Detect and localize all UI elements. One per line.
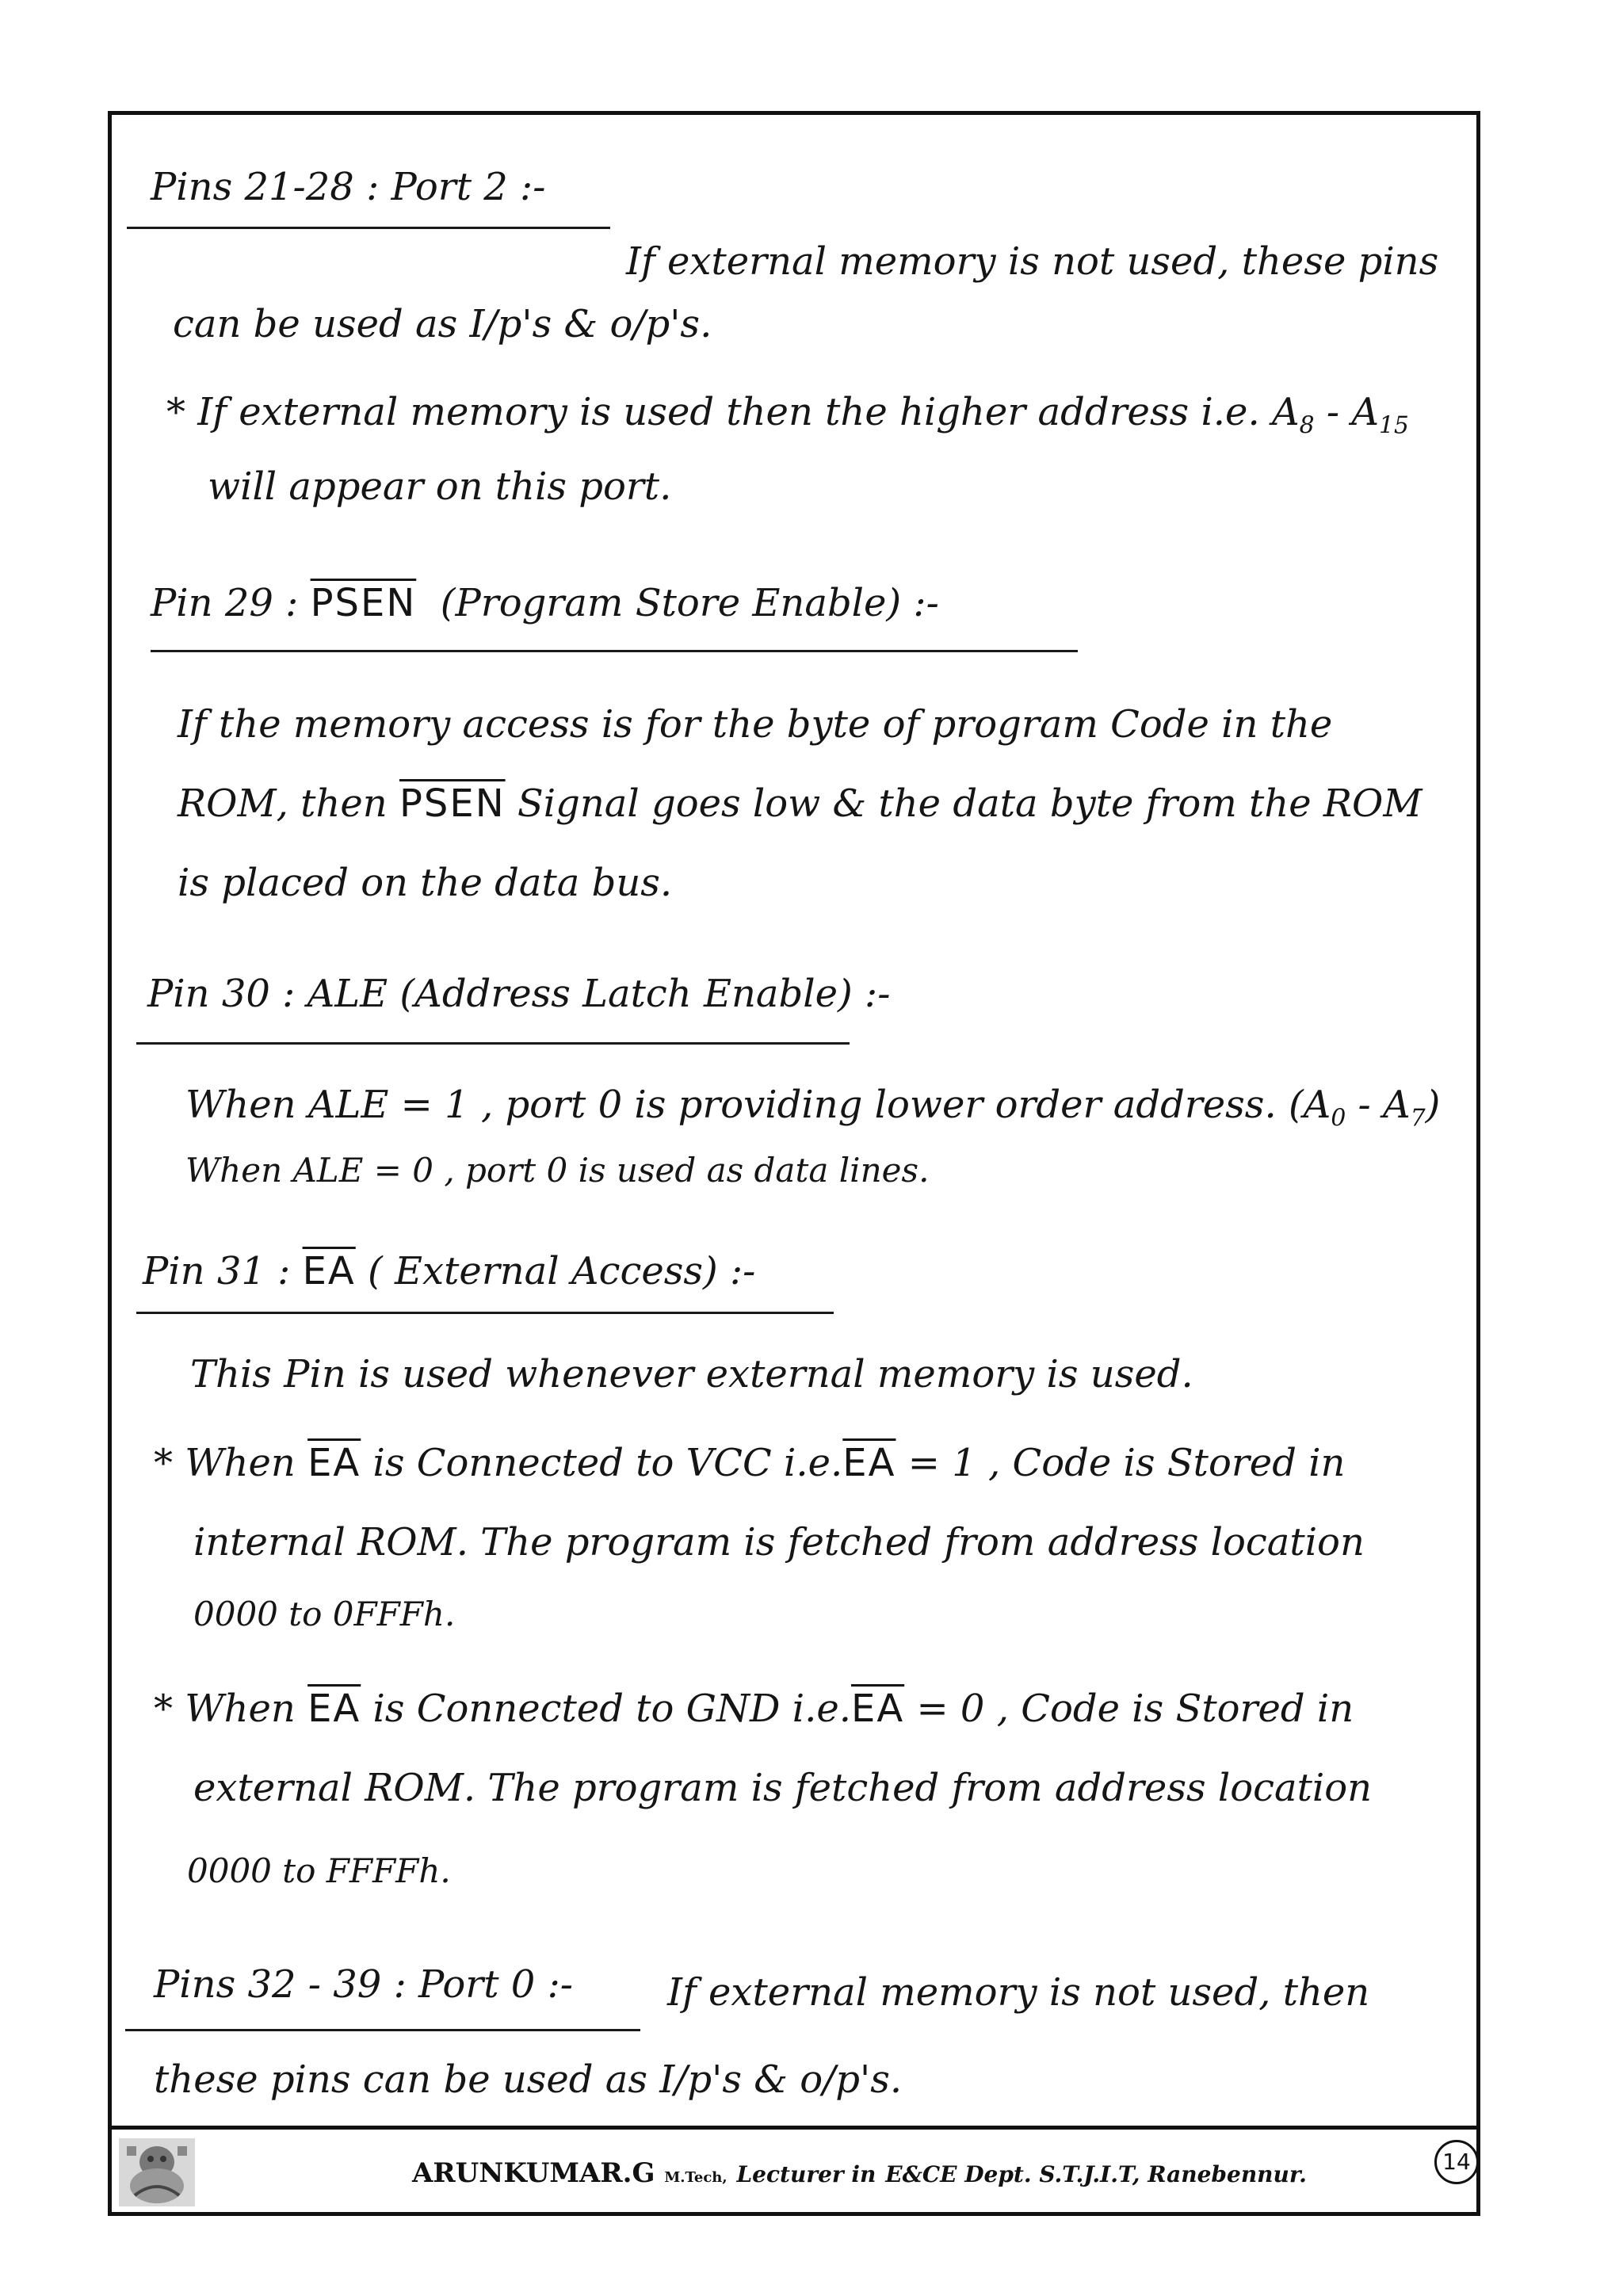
psen-line2: ROM, then PSEN Signal goes low & the data byte from the ROM [178,781,1423,826]
port2-heading-underline [127,227,610,229]
port2-bullet: * If external memory is used then the higher address i.e. $A_8 - A_{15}$ [166,390,1409,440]
ea-bullet2-line2: external ROM. The program is fetched from address location [193,1766,1373,1810]
ea-bullet2: * When $\overline{EA}$ is Connected to GND $i.e.\overline{EA} = 0$ , Code is Stored in [154,1687,1354,1731]
page-number: 14 [1434,2140,1479,2184]
port0-heading-underline [125,2029,640,2031]
ea-bullet2-line3: 0000 to FFFFh. [187,1851,451,1890]
ea-heading: Pin 31 : $\overline{EA}$ ( External Access) :- [143,1249,756,1293]
ea-line1: This Pin is used whenever external memory is used. [190,1352,1193,1396]
port2-bullet-line2: will appear on this port. [208,464,672,509]
port2-line2: can be used as I/p's & o/p's. [173,302,712,346]
footer-author: ARUNKUMAR.G M.Tech, Lecturer in E&CE Dept. S.T.J.I.T, Ranebennur. [412,2157,1307,2189]
psen-heading-underline [151,650,1078,652]
psen-signal: PSEN [310,581,417,625]
deity-emblem-icon [119,2138,195,2206]
port2-line1: If external memory is not used, these pins [626,239,1439,284]
ea-bullet1: * When $\overline{EA}$ is Connected to VCC $i.e.\overline{EA} = 1$ , Code is Stored in [154,1441,1346,1485]
ale-heading-underline [136,1042,850,1045]
port0-line1: If external memory is not used, then [667,1970,1370,2015]
ale-heading: Pin 30 : ALE (Address Latch Enable) :- [147,972,891,1016]
ale-line2: When ALE = 0 , port 0 is used as data lines. [185,1151,930,1190]
port2-heading: Pins 21-28 : Port 2 :- [151,165,546,209]
psen-line1: If the memory access is for the byte of program Code in the [178,702,1333,747]
ale-line1: When ALE = 1 , port 0 is providing lower order address. $(A_0 - A_7)$ [185,1083,1441,1133]
ea-signal: $\overline{EA}$ [302,1249,356,1293]
footer-divider [108,2126,1480,2130]
ea-heading-underline [136,1312,834,1314]
port0-line2: these pins can be used as I/p's & o/p's. [154,2057,903,2102]
ea-bullet1-line2: internal ROM. The program is fetched from address location [193,1520,1365,1564]
ea-bullet1-line3: 0000 to 0FFFh. [193,1595,456,1633]
port0-heading: Pins 32 - 39 : Port 0 :- [154,1962,573,2007]
psen-line3: is placed on the data bus. [178,861,673,905]
psen-heading: Pin 29 : PSEN (Program Store Enable) :- [151,581,939,625]
